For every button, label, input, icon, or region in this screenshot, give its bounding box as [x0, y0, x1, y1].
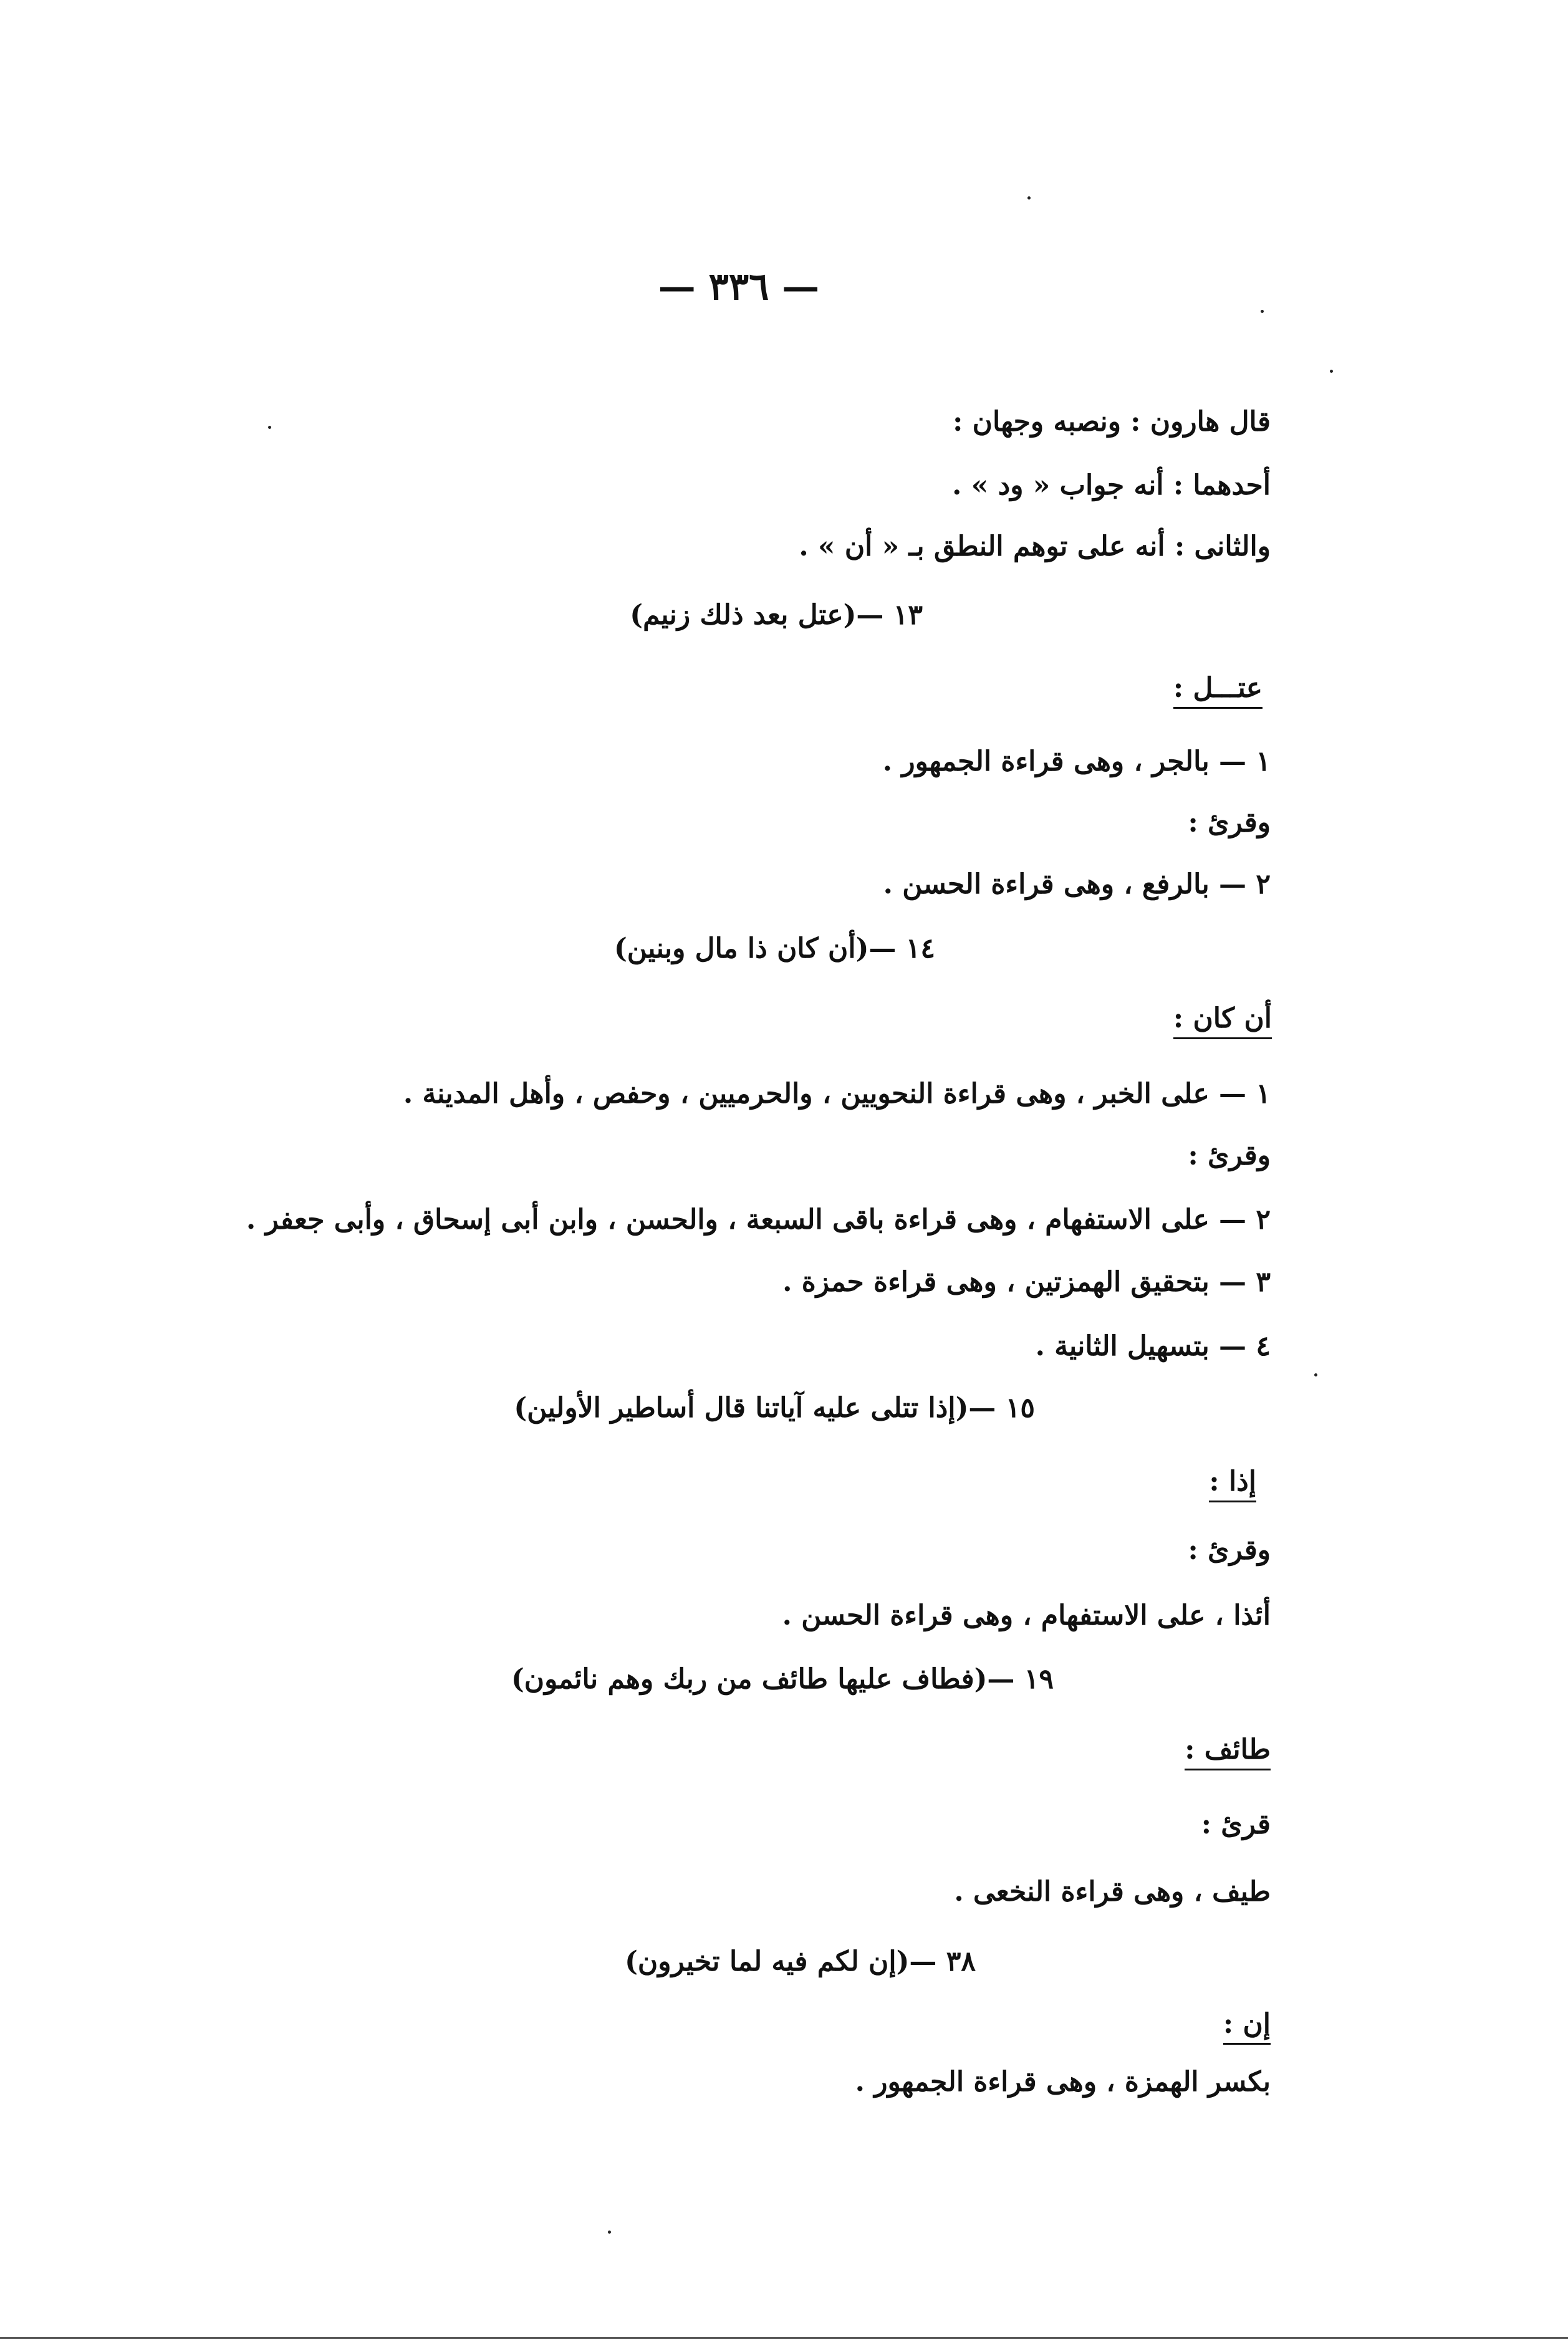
scan-speck — [1330, 370, 1333, 373]
text-line: وقرئ : — [1188, 1140, 1271, 1171]
scan-speck — [608, 2231, 611, 2234]
verse-heading: ١٤ —(أن كان ذا مال وبنين) — [613, 933, 935, 964]
text-line: بكسر الهمزة ، وهى قراءة الجمهور . — [855, 2066, 1271, 2098]
verse-heading: ٣٨ —(إن لكم فيه لما تخيرون) — [625, 1946, 976, 1977]
word-heading: عتـــل : — [1173, 675, 1263, 709]
verse-heading: ١٣ —(عتل بعد ذلك زنيم) — [630, 599, 923, 631]
text-line: ٢ — بالرفع ، وهى قراءة الحسن . — [883, 868, 1271, 900]
scan-speck — [268, 426, 271, 429]
text-line: طيف ، وهى قراءة النخعى . — [954, 1876, 1271, 1908]
text-line: ١ — بالجر ، وهى قراءة الجمهور . — [882, 746, 1271, 777]
text-line: أئذا ، على الاستفهام ، وهى قراءة الحسن . — [782, 1600, 1271, 1631]
word-heading: أن كان : — [1173, 1005, 1272, 1039]
text-line: وقرئ : — [1188, 807, 1271, 838]
verse-heading: ١٩ —(فطاف عليها طائف من ربك وهم نائمون) — [511, 1663, 1054, 1695]
text-line: ٤ — بتسهيل الثانية . — [1035, 1330, 1271, 1362]
page-number: — ٣٣٦ — — [658, 265, 820, 309]
scan-speck — [1314, 1373, 1317, 1376]
text-line: وقرئ : — [1188, 1534, 1271, 1566]
text-line: ٣ — بتحقيق الهمزتين ، وهى قراءة حمزة . — [782, 1266, 1271, 1298]
verse-heading: ١٥ —(إذا تتلى عليه آياتنا قال أساطير الأولين) — [514, 1392, 1035, 1424]
text-line: والثانى : أنه على توهم النطق بـ « أن » . — [799, 531, 1271, 562]
word-heading: إن : — [1223, 2010, 1271, 2045]
text-line: قال هارون : ونصبه وجهان : — [953, 406, 1271, 438]
word-heading: طائف : — [1185, 1736, 1271, 1770]
scan-speck — [1027, 196, 1031, 199]
text-line: قرئ : — [1201, 1808, 1271, 1840]
scan-speck — [1261, 310, 1264, 313]
word-heading: إذا : — [1209, 1468, 1256, 1502]
text-line: أحدهما : أنه جواب « ود » . — [952, 469, 1271, 501]
text-line: ٢ — على الاستفهام ، وهى قراءة باقى السبعة ، والحسن ، وابن أبى إسحاق ، وأبى جعفر . — [246, 1204, 1271, 1236]
text-line: ١ — على الخبر ، وهى قراءة النحويين ، والحرميين ، وحفص ، وأهل المدينة . — [403, 1078, 1271, 1110]
